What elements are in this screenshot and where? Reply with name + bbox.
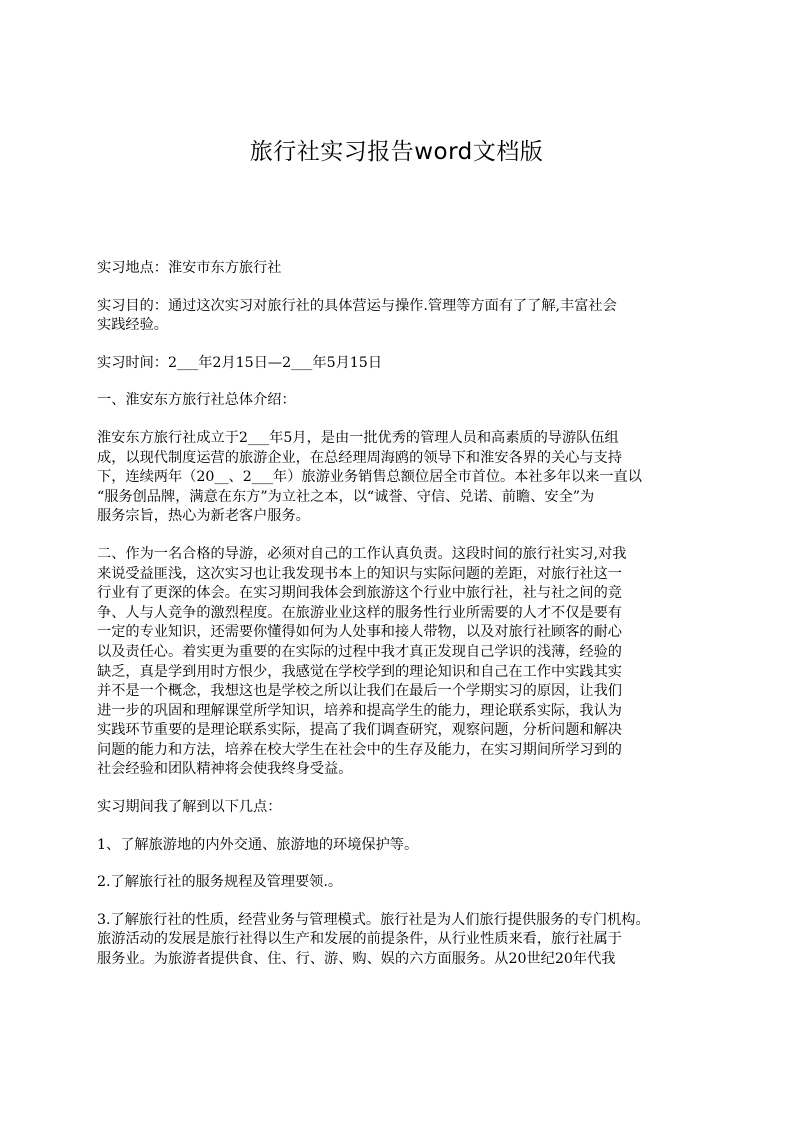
section-2-line-1: 二、作为一名合格的导游，必须对自己的工作认真负责。这段时间的旅行社实习,对我	[97, 545, 627, 562]
point-3-line-3: 服务业。为旅游者提供食、住、行、游、购、娱的六方面服务。从20世纪20年代我	[97, 951, 616, 968]
document-title: 旅行社实习报告word文档版	[249, 139, 544, 165]
section-2-line-11: 问题的能力和方法，培养在校大学生在社会中的生存及能力，在实习期间所学习到的	[97, 741, 622, 758]
point-1: 1、了解旅游地的内外交通、旅游地的环境保护等。	[97, 836, 419, 853]
section-2-line-4: 争、人与人竞争的激烈程度。在旅游业业这样的服务性行业所需要的人才不仅是要有	[97, 604, 622, 621]
section-2-line-6: 以及责任心。着实更为重要的在实际的过程中我才真正发现自己学识的浅薄，经验的	[97, 643, 622, 660]
point-3-line-2: 旅游活动的发展是旅行社得以生产和发展的前提条件，从行业性质来看，旅行社属于	[97, 931, 622, 948]
point-3-line-1: 3.了解旅行社的性质，经营业务与管理模式。旅行社是为人们旅行提供服务的专门机构。	[97, 911, 650, 928]
section-1-line-3: 下，连续两年（20__、2___年）旅游业务销售总额位居全市首位。本社多年以来一直以	[97, 469, 642, 486]
internship-purpose-line-1: 实习目的：通过这次实习对旅行社的具体营运与操作.管理等方面有了了解,丰富社会	[97, 297, 617, 314]
section-1-heading: 一、淮安东方旅行社总体介绍：	[97, 392, 296, 409]
section-1-line-4: “服务创品牌，满意在东方”为立社之本，以“诚誉、守信、兑诺、前瞻、安全”为	[97, 488, 595, 505]
internship-location: 实习地点：淮安市东方旅行社	[97, 260, 282, 276]
section-2-line-8: 并不是一个概念，我想这也是学校之所以让我们在最后一个学期实习的原因，让我们	[97, 683, 622, 700]
section-2-line-7: 缺乏，真是学到用时方恨少，我感觉在学校学到的理论知识和自己在工作中实践其实	[97, 663, 622, 680]
internship-purpose-line-2: 实践经验。	[97, 317, 168, 334]
point-2: 2.了解旅行社的服务规程及管理要领.。	[97, 874, 343, 891]
internship-time: 实习时间：2___年2月15日—2___年5月15日	[97, 354, 383, 371]
section-2-line-9: 进一步的巩固和理解课堂所学知识，培养和提高学生的能力，理论联系实际，我认为	[97, 702, 622, 719]
section-2-line-10: 实践环节重要的是理论联系实际，提高了我们调查研究，观察问题，分析问题和解决	[97, 722, 622, 739]
section-2-line-5: 一定的专业知识，还需要你懂得如何为人处事和接人带物，以及对旅行社顾客的耐心	[97, 624, 622, 641]
document-body	[97, 259, 717, 970]
section-2-line-2: 来说受益匪浅，这次实习也让我发现书本上的知识与实际问题的差距，对旅行社这一	[97, 565, 622, 582]
section-2-line-12: 社会经验和团队精神将会使我终身受益。	[97, 761, 353, 778]
section-2-line-3: 行业有了更深的体会。在实习期间我体会到旅游这个行业中旅行社，社与社之间的竞	[97, 585, 622, 602]
learned-intro: 实习期间我了解到以下几点：	[97, 799, 282, 816]
section-1-line-5: 服务宗旨，热心为新老客户服务。	[97, 508, 310, 525]
section-1-line-2: 成，以现代制度运营的旅游企业，在总经理周海鸥的领导下和淮安各界的关心与支持	[97, 449, 622, 466]
section-1-line-1: 淮安东方旅行社成立于2___年5月，是由一批优秀的管理人员和高素质的导游队伍组	[97, 429, 619, 446]
